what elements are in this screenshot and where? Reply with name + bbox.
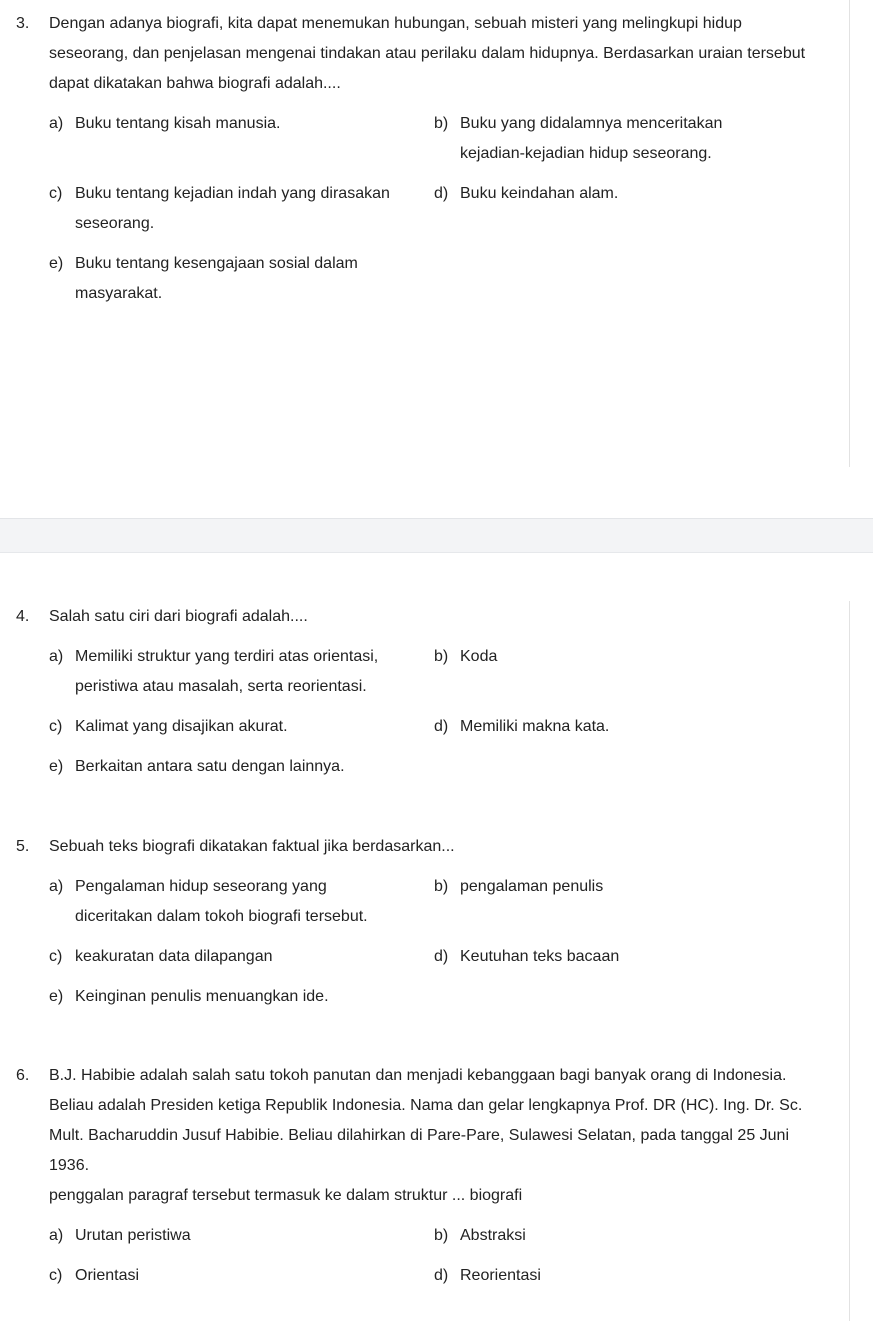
question-text: Salah satu ciri dari biografi adalah.... <box>49 608 308 625</box>
option-a[interactable]: a) Memiliki struktur yang terdiri atas orientasi, peristiwa atau masalah, serta reorientasi. <box>49 648 379 695</box>
question-5 <box>16 832 806 1022</box>
option-e[interactable]: e) Berkaitan antara satu dengan lainnya. <box>49 758 345 775</box>
option-e[interactable]: e) Buku tentang kesengajaan sosial dalam masyarakat. <box>49 255 358 302</box>
question-number: 6. <box>16 1067 30 1084</box>
question-text: B.J. Habibie adalah salah satu tokoh panutan dan menjadi kebanggaan bagi banyak orang di Indonesia. Beliau adalah Presiden ketiga Republik Indonesia. Nama dan gelar lengkapnya Prof. DR (HC). Ing. Dr. Sc. Mult. Bacharuddin Jusuf Habibie. Beliau dilahirkan di Pare-Pare, Sulawesi Selatan, pada tanggal 25 Juni 1936. <box>49 1067 803 1174</box>
option-c[interactable]: c) Buku tentang kejadian indah yang dirasakan seseorang. <box>49 185 390 232</box>
question-number: 4. <box>16 608 30 625</box>
page-2 <box>0 553 873 1321</box>
question-text: Dengan adanya biografi, kita dapat menemukan hubungan, sebuah misteri yang melingkupi hidup seseorang, dan penjelasan mengenai tindakan atau perilaku dalam hidupnya. Berdasarkan uraian tersebut dapat dikatakan bahwa biografi adalah.... <box>49 15 806 92</box>
option-a[interactable]: a) Urutan peristiwa <box>49 1227 191 1244</box>
options <box>49 1221 806 1291</box>
page-right-border <box>849 601 850 1321</box>
option-b[interactable]: b) Koda <box>434 648 498 665</box>
option-b[interactable]: b) Buku yang didalamnya menceritakan kejadian-kejadian hidup seseorang. <box>434 115 723 162</box>
option-d[interactable]: d) Reorientasi <box>434 1267 541 1284</box>
option-a[interactable]: a) Buku tentang kisah manusia. <box>49 115 281 132</box>
question-number: 3. <box>16 15 30 32</box>
options <box>49 872 806 1012</box>
page-1 <box>0 0 873 518</box>
options <box>49 109 806 309</box>
question-number: 5. <box>16 838 30 855</box>
option-b[interactable]: b) pengalaman penulis <box>434 878 604 895</box>
question-6 <box>16 1061 806 1301</box>
page-separator <box>0 518 873 553</box>
option-c[interactable]: c) keakuratan data dilapangan <box>49 948 273 965</box>
option-d[interactable]: d) Keutuhan teks bacaan <box>434 948 620 965</box>
option-e[interactable]: e) Keinginan penulis menuangkan ide. <box>49 988 329 1005</box>
page-right-border <box>849 0 850 467</box>
options <box>49 642 806 782</box>
option-c[interactable]: c) Orientasi <box>49 1267 140 1284</box>
question-prompt: penggalan paragraf tersebut termasuk ke dalam struktur ... biografi <box>49 1187 523 1204</box>
option-d[interactable]: d) Buku keindahan alam. <box>434 185 619 202</box>
option-c[interactable]: c) Kalimat yang disajikan akurat. <box>49 718 288 735</box>
option-b[interactable]: b) Abstraksi <box>434 1227 526 1244</box>
question-text: Sebuah teks biografi dikatakan faktual jika berdasarkan... <box>49 838 455 855</box>
option-a[interactable]: a) Pengalaman hidup seseorang yang diceritakan dalam tokoh biografi tersebut. <box>49 878 368 925</box>
question-3 <box>16 9 806 319</box>
option-d[interactable]: d) Memiliki makna kata. <box>434 718 610 735</box>
question-4 <box>16 602 806 792</box>
